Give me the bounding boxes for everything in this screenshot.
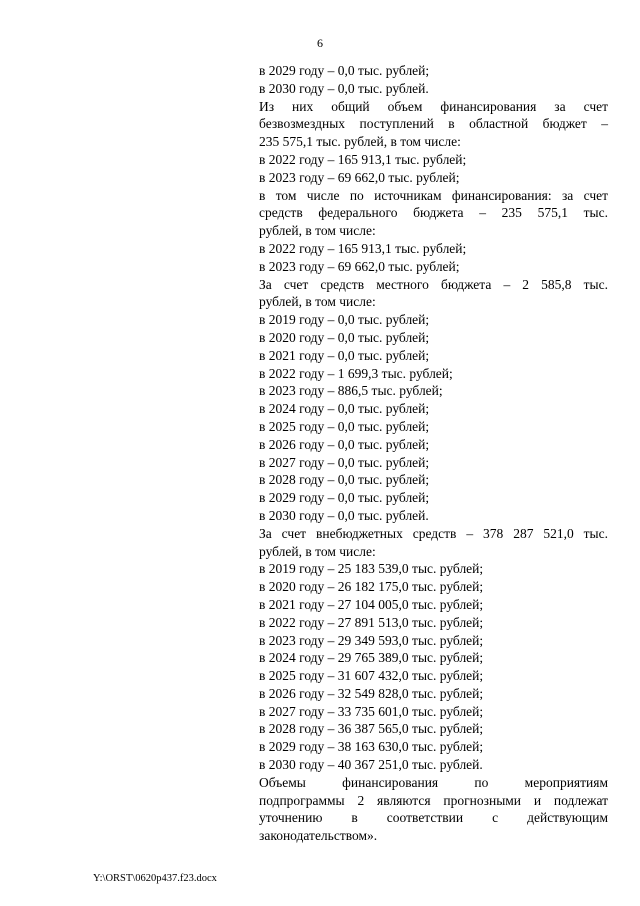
- text-line: в 2026 году – 0,0 тыс. рублей;: [259, 436, 430, 452]
- text-line: в 2022 году – 1 699,3 тыс. рублей;: [259, 365, 453, 381]
- text-line: в 2023 году – 29 349 593,0 тыс. рублей;: [259, 632, 484, 648]
- text-line: Объемы финансирования по мероприятиям: [259, 774, 608, 790]
- text-line: в 2024 году – 29 765 389,0 тыс. рублей;: [259, 650, 484, 666]
- text-line: в 2022 году – 165 913,1 тыс. рублей;: [259, 240, 467, 256]
- text-line: в 2023 году – 69 662,0 тыс. рублей;: [259, 258, 460, 274]
- text-line: в 2020 году – 0,0 тыс. рублей;: [259, 329, 430, 345]
- text-line: в 2029 году – 38 163 630,0 тыс. рублей;: [259, 739, 484, 755]
- text-line: подпрограммы 2 являются прогнозными и подлежат: [259, 792, 608, 808]
- text-line: рублей, в том числе:: [259, 543, 376, 559]
- text-line: в 2022 году – 165 913,1 тыс. рублей;: [259, 151, 467, 167]
- text-line: средств федерального бюджета – 235 575,1 тыс.: [259, 205, 608, 221]
- document-text-column: [259, 62, 608, 845]
- text-line: в 2023 году – 69 662,0 тыс. рублей;: [259, 169, 460, 185]
- footer-file-path: Y:\ORST\0620p437.f23.docx: [93, 873, 217, 884]
- text-line: Из них общий объем финансирования за счет: [259, 98, 608, 114]
- text-line: в 2023 году – 886,5 тыс. рублей;: [259, 383, 443, 399]
- text-line: рублей, в том числе:: [259, 294, 376, 310]
- text-line: рублей, в том числе:: [259, 223, 376, 239]
- text-line: в 2021 году – 0,0 тыс. рублей;: [259, 347, 430, 363]
- text-line: в 2029 году – 0,0 тыс. рублей;: [259, 63, 430, 78]
- text-line: в 2030 году – 0,0 тыс. рублей.: [259, 507, 429, 523]
- text-line: в 2030 году – 40 367 251,0 тыс. рублей.: [259, 757, 483, 773]
- text-line: в 2019 году – 25 183 539,0 тыс. рублей;: [259, 561, 484, 577]
- text-line: За счет средств местного бюджета – 2 585,8 тыс.: [259, 276, 608, 292]
- text-line: в 2030 году – 0,0 тыс. рублей.: [259, 80, 429, 96]
- text-line: в 2020 году – 26 182 175,0 тыс. рублей;: [259, 579, 484, 595]
- text-line: в 2029 году – 0,0 тыс. рублей;: [259, 490, 430, 506]
- text-line: в 2028 году – 0,0 тыс. рублей;: [259, 472, 430, 488]
- text-line: в 2024 году – 0,0 тыс. рублей;: [259, 401, 430, 417]
- text-line: в том числе по источникам финансирования: за счет: [259, 187, 608, 203]
- text-line: в 2021 году – 27 104 005,0 тыс. рублей;: [259, 596, 484, 612]
- text-line: в 2026 году – 32 549 828,0 тыс. рублей;: [259, 685, 484, 701]
- text-line: За счет внебюджетных средств – 378 287 521,0 тыс.: [259, 525, 608, 541]
- text-line: в 2028 году – 36 387 565,0 тыс. рублей;: [259, 721, 484, 737]
- text-line: в 2025 году – 0,0 тыс. рублей;: [259, 418, 430, 434]
- text-line: уточнению в соответствии с действующим: [259, 810, 608, 826]
- text-line: в 2027 году – 0,0 тыс. рублей;: [259, 454, 430, 470]
- text-line: 235 575,1 тыс. рублей, в том числе:: [259, 134, 461, 150]
- text-line: законодательством».: [259, 828, 378, 844]
- text-line: в 2019 году – 0,0 тыс. рублей;: [259, 312, 430, 328]
- text-line: безвозмездных поступлений в областной бюджет –: [259, 116, 608, 132]
- text-line: в 2025 году – 31 607 432,0 тыс. рублей;: [259, 668, 484, 684]
- page-number: 6: [317, 36, 323, 50]
- text-line: в 2022 году – 27 891 513,0 тыс. рублей;: [259, 614, 484, 630]
- text-line: в 2027 году – 33 735 601,0 тыс. рублей;: [259, 703, 484, 719]
